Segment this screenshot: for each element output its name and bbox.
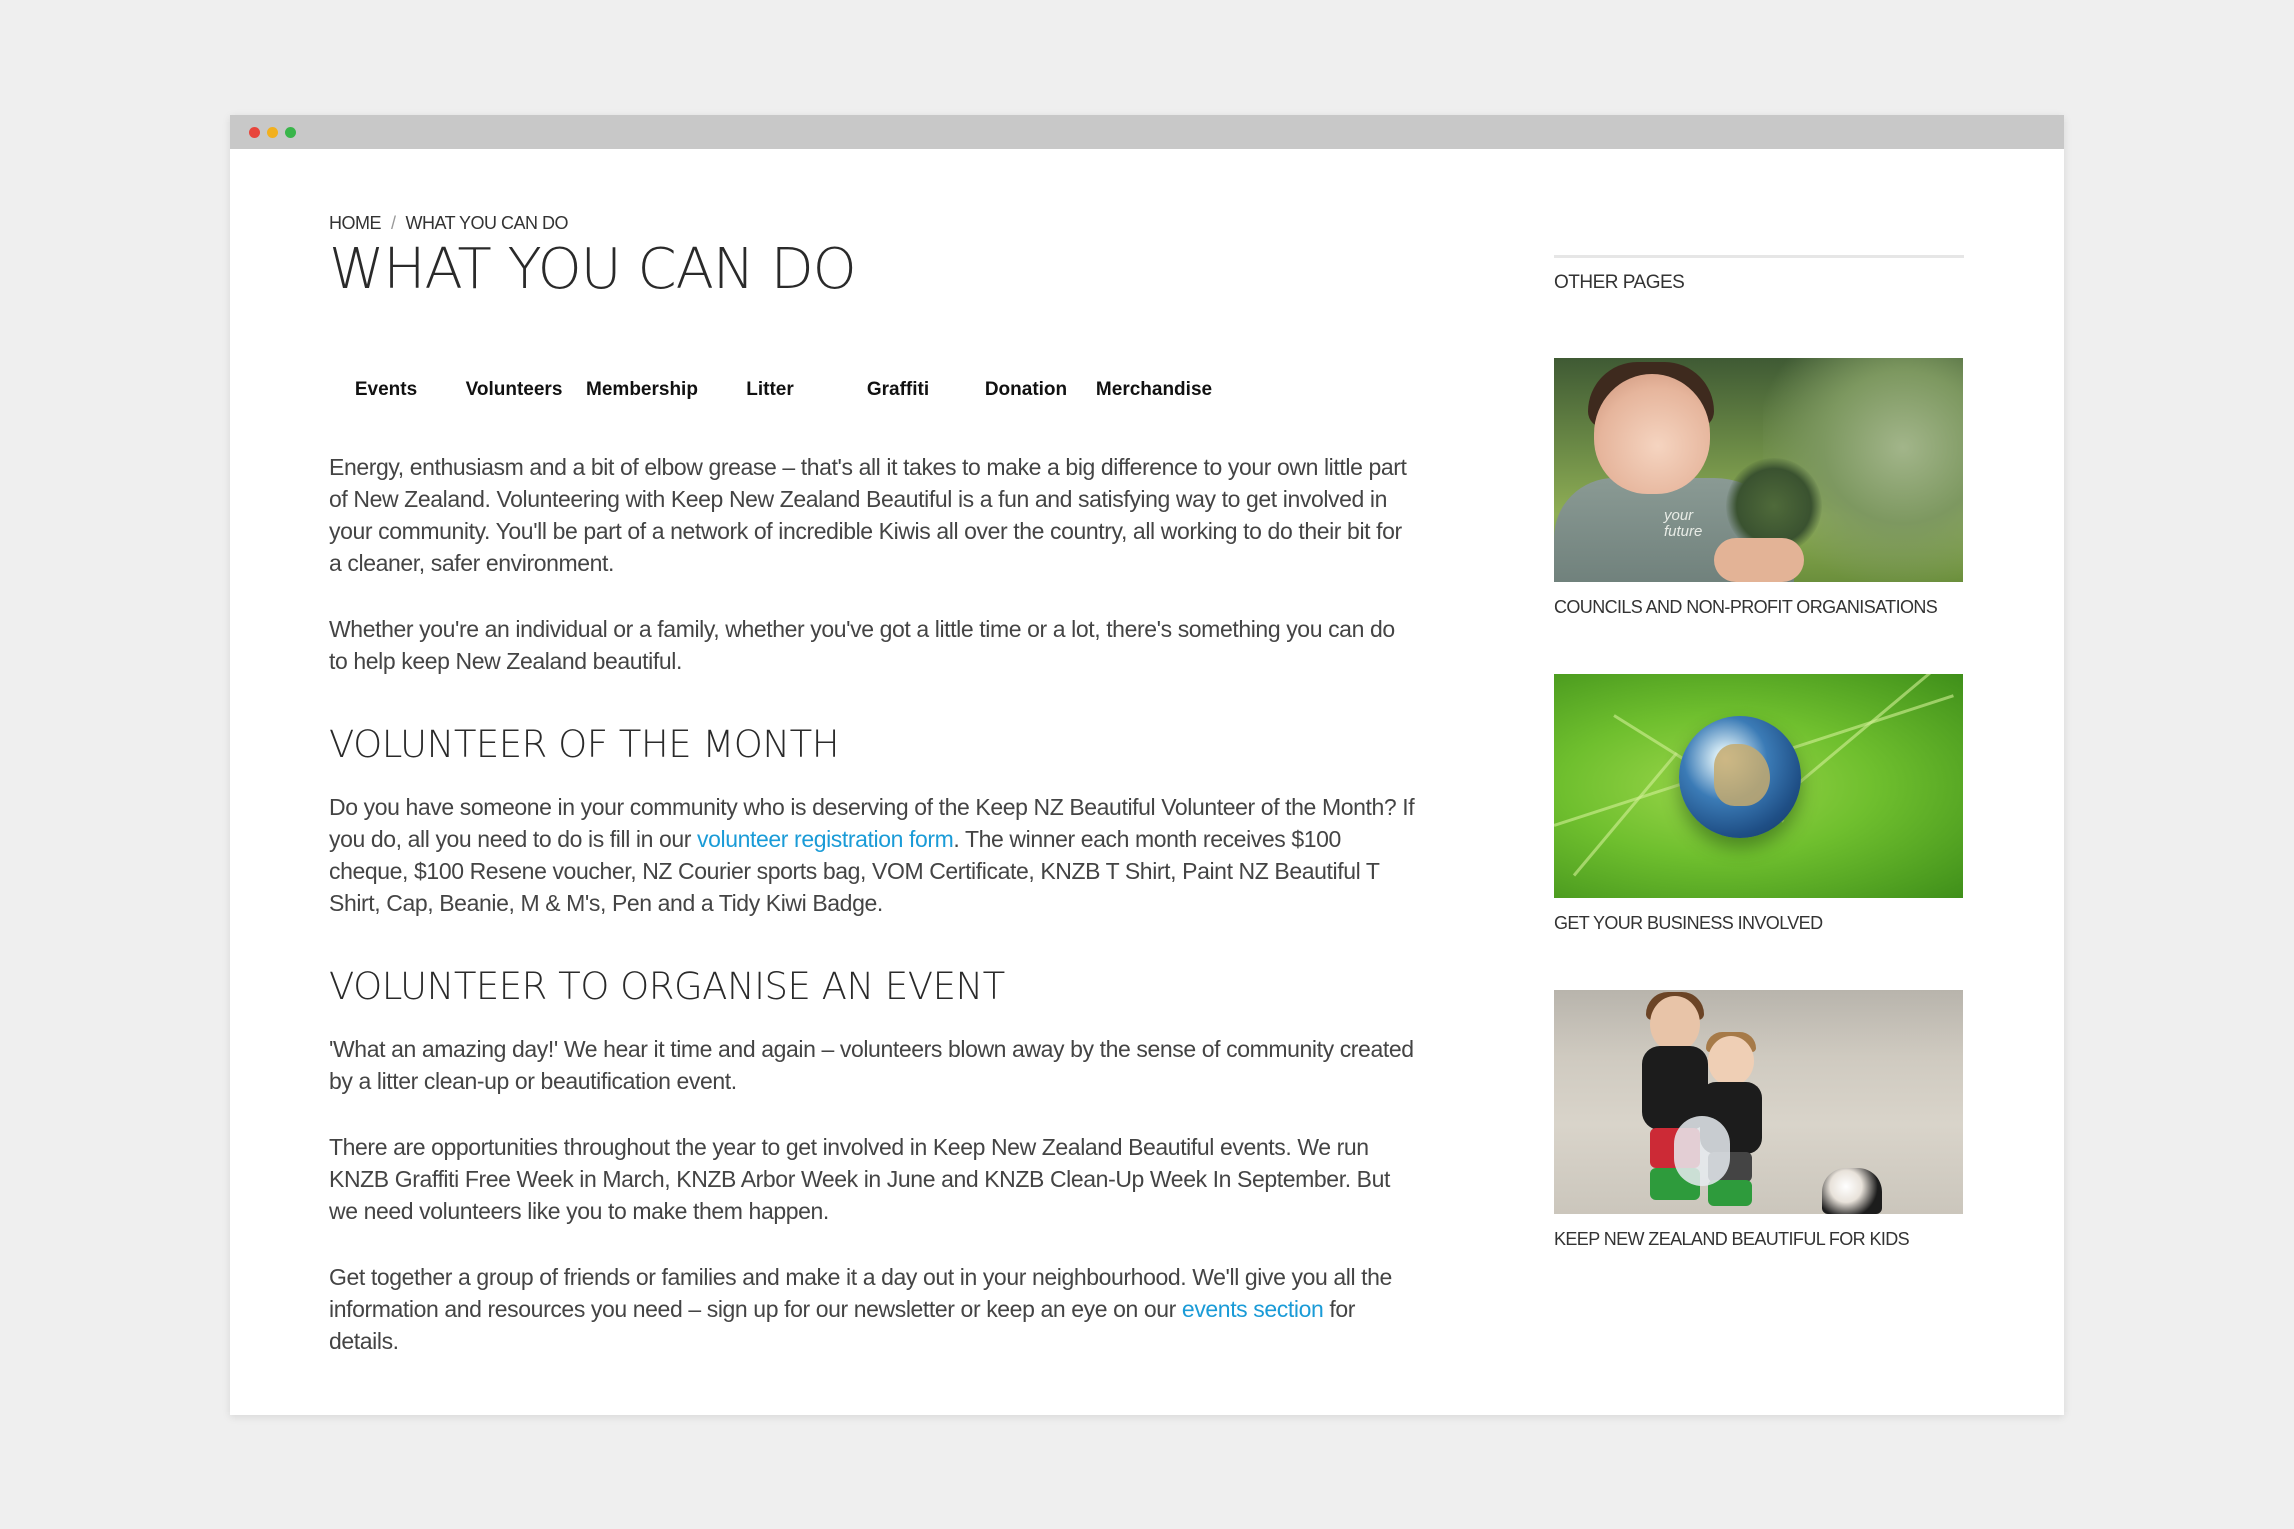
breadcrumb (329, 211, 1419, 235)
card-councils[interactable] (1554, 358, 1964, 618)
tab-merchandise[interactable]: Merchandise (1095, 379, 1213, 400)
kids-on-beach-image[interactable] (1554, 990, 1963, 1214)
card-councils-caption[interactable]: COUNCILS AND NON-PROFIT ORGANISATIONS (1554, 597, 1938, 617)
event-p3-after: for details. (329, 1296, 1355, 1354)
minimize-window-dot[interactable] (267, 127, 278, 138)
girl-face (1650, 996, 1700, 1052)
boy-boots (1708, 1180, 1752, 1206)
maximize-window-dot[interactable] (285, 127, 296, 138)
image-face (1594, 374, 1710, 494)
close-window-dot[interactable] (249, 127, 260, 138)
event-paragraph-3 (329, 1261, 1419, 1357)
tab-donation[interactable]: Donation (984, 379, 1068, 400)
boy-face (1708, 1036, 1754, 1086)
sidebar-title: OTHER PAGES (1554, 272, 1685, 293)
sidebar-divider (1554, 255, 1964, 258)
organise-event-heading: VOLUNTEER TO ORGANISE AN EVENT (329, 965, 1005, 1008)
sidebar-other-pages (1554, 255, 1964, 1250)
shirt-print: your future (1664, 507, 1703, 540)
breadcrumb-current: WHAT YOU CAN DO (405, 213, 569, 233)
card-business-caption[interactable]: GET YOUR BUSINESS INVOLVED (1554, 913, 1823, 933)
volunteer-of-month-paragraph (329, 791, 1419, 919)
leaf-vein (1783, 674, 1938, 797)
events-section-link[interactable]: events section (1181, 1296, 1324, 1322)
boy-with-plant-image[interactable] (1554, 358, 1963, 582)
event-paragraph-2: There are opportunities throughout the year to get involved in Keep New Zealand Beautiful events. We run KNZB Graffiti Free Week in March, KNZB Arbor Week in June and KNZB Clean-Up Week In September. But we need volunteers like you to make them happen. (329, 1134, 1390, 1224)
breadcrumb-separator: / (391, 213, 396, 233)
page-title: WHAT YOU CAN DO (329, 237, 856, 302)
tab-volunteers[interactable]: Volunteers (465, 379, 563, 400)
card-business[interactable] (1554, 674, 1964, 934)
tab-events[interactable]: Events (354, 379, 418, 400)
dog (1822, 1168, 1882, 1214)
section-tabs (329, 375, 1419, 405)
intro-paragraph-2: Whether you're an individual or a family, whether you've got a little time or a lot, there's something you can do to help keep New Zealand beautiful. (329, 616, 1395, 674)
event-p3-before: Get together a group of friends or families and make it a day out in your neighbourhood. We'll give you all the information and resources you need – sign up for our newsletter or keep an eye on our (329, 1264, 1392, 1322)
volunteer-registration-form-link[interactable]: volunteer registration form (697, 826, 954, 852)
intro-paragraph-1: Energy, enthusiasm and a bit of elbow grease – that's all it takes to make a big difference to your own little part of New Zealand. Volunteering with Keep New Zealand Beautiful is a fun and satisfying way to get involved in your community. You'll be part of a network of incredible Kiwis all over the country, all working to do their bit for a cleaner, safer environment. (329, 454, 1407, 576)
main-content (329, 211, 1419, 1357)
event-paragraph-1: 'What an amazing day!' We hear it time and again – volunteers blown away by the sense of community created by a litter clean-up or beautification event. (329, 1036, 1414, 1094)
window-titlebar (230, 115, 2064, 149)
breadcrumb-home-link[interactable]: HOME (329, 213, 381, 233)
image-hand (1714, 538, 1804, 582)
tab-graffiti[interactable]: Graffiti (866, 379, 930, 400)
globe-on-leaf-image[interactable] (1554, 674, 1963, 898)
vom-text-before: Do you have someone in your community who is deserving of the Keep NZ Beautiful Volunteer of the Month? If you do, all you need to do is fill in our (329, 794, 1415, 852)
tab-membership[interactable]: Membership (586, 379, 698, 400)
browser-window (230, 115, 2064, 1415)
volunteer-of-month-heading: VOLUNTEER OF THE MONTH (329, 723, 840, 766)
vom-text-after: . The winner each month receives $100 cheque, $100 Resene voucher, NZ Courier sports bag, VOM Certificate, KNZB T Shirt, Paint NZ Beautiful T Shirt, Cap, Beanie, M & M's, Pen and a Tidy Kiwi Badge. (329, 826, 1380, 916)
rubbish-bag (1674, 1116, 1730, 1186)
tab-litter[interactable]: Litter (746, 379, 794, 400)
card-kids-caption[interactable]: KEEP NEW ZEALAND BEAUTIFUL FOR KIDS (1554, 1229, 1910, 1249)
card-kids[interactable] (1554, 990, 1964, 1250)
